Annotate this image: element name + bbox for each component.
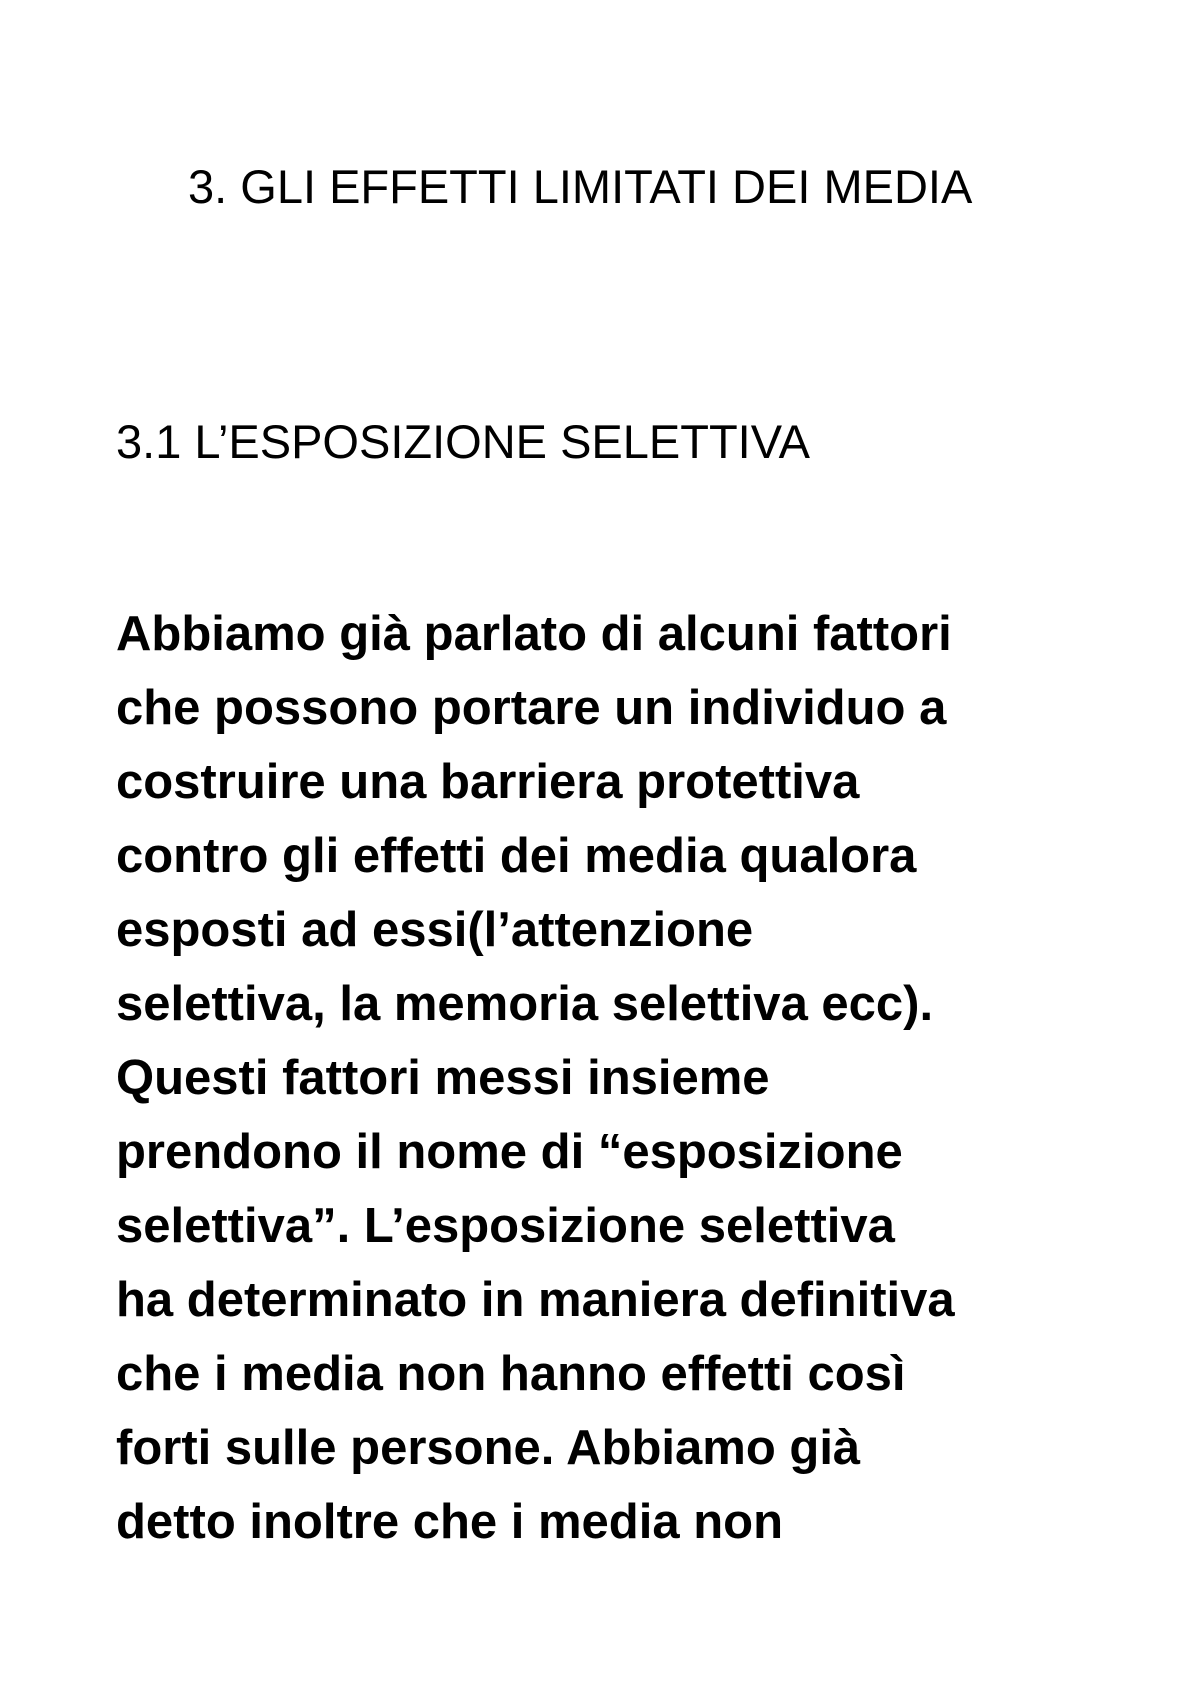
section-title: 3.1 L’ESPOSIZIONE SELETTIVA bbox=[116, 415, 810, 468]
body-line: che possono portare un individuo a bbox=[116, 681, 947, 735]
body-line: contro gli effetti dei media qualora bbox=[116, 829, 917, 883]
body-line: selettiva, la memoria selettiva ecc). bbox=[116, 977, 934, 1031]
body-line: Questi fattori messi insieme bbox=[116, 1051, 770, 1105]
body-line: esposti ad essi(l’attenzione bbox=[116, 903, 754, 957]
body-paragraph bbox=[116, 597, 1176, 1559]
body-line: selettiva”. L’esposizione selettiva bbox=[116, 1199, 895, 1253]
body-line: detto inoltre che i media non bbox=[116, 1495, 784, 1549]
body-line: costruire una barriera protettiva bbox=[116, 755, 860, 809]
body-line: che i media non hanno effetti così bbox=[116, 1347, 906, 1401]
body-line: ha determinato in maniera definitiva bbox=[116, 1273, 955, 1327]
body-line: Abbiamo già parlato di alcuni fattori bbox=[116, 607, 952, 661]
body-line: prendono il nome di “esposizione bbox=[116, 1125, 903, 1179]
body-line: forti sulle persone. Abbiamo già bbox=[116, 1421, 861, 1475]
chapter-title: 3. GLI EFFETTI LIMITATI DEI MEDIA bbox=[188, 160, 973, 213]
